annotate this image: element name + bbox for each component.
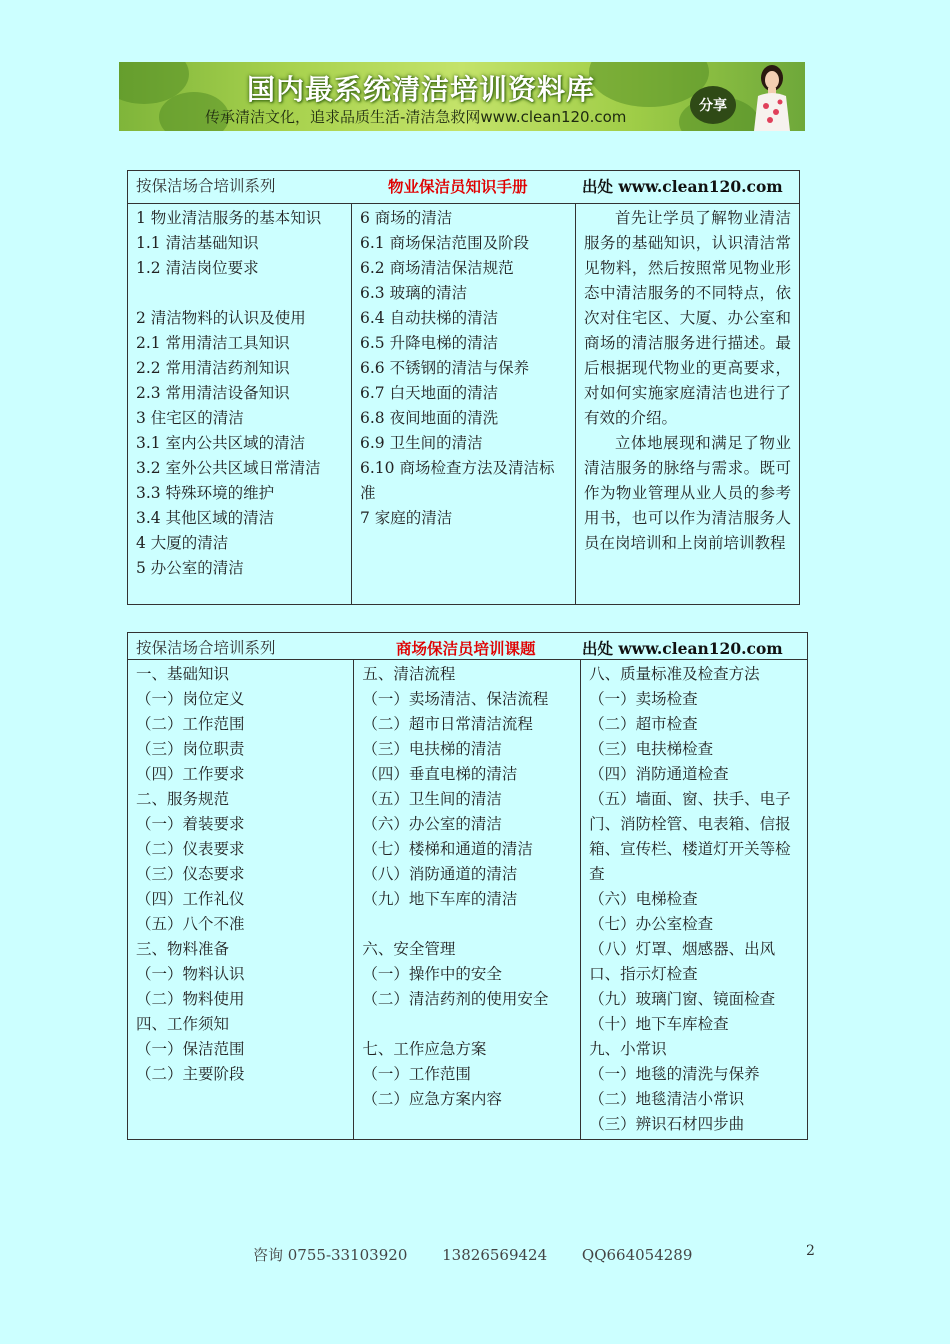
source-label: 出处 www.clean120.com <box>582 639 783 658</box>
list-item: （九）玻璃门窗、镜面检查 <box>589 990 776 1008</box>
woman-photo <box>744 62 800 131</box>
series-label: 按保洁场合培训系列 <box>136 639 276 657</box>
list-item: 1.2 清洁岗位要求 <box>136 259 259 277</box>
list-item: 3.4 其他区域的清洁 <box>136 509 275 527</box>
list-item: （十）地下车库检查 <box>589 1015 729 1033</box>
list-item: 6.5 升降电梯的清洁 <box>360 334 499 352</box>
list-item: （四）消防通道检查 <box>589 765 729 783</box>
topic-column-3 <box>581 660 808 1140</box>
list-item: 6.2 商场清洁保洁规范 <box>360 259 514 277</box>
list-item: 6.1 商场保洁范围及阶段 <box>360 234 530 252</box>
list-item: 1.1 清洁基础知识 <box>136 234 259 252</box>
list-item: 2.3 常用清洁设备知识 <box>136 384 290 402</box>
list-item: 2.2 常用清洁药剂知识 <box>136 359 290 377</box>
list-item: 3.3 特殊环境的维护 <box>136 484 275 502</box>
list-item: 6.6 不锈钢的清洁与保养 <box>360 359 530 377</box>
banner-subtitle: 传承清洁文化，追求品质生活-清洁急救网www.clean120.com <box>205 108 627 126</box>
table-title: 物业保洁员知识手册 <box>388 177 528 196</box>
list-item: 五、清洁流程 <box>362 665 456 683</box>
list-item: （八）灯罩、烟感器、出风口、指示灯检查 <box>589 940 776 983</box>
list-item: （二）物料使用 <box>136 990 245 1008</box>
list-item: （五）墙面、窗、扶手、电子门、消防栓管、电表箱、信报箱、宣传栏、楼道灯开关等检查 <box>589 790 791 883</box>
list-item: 六、安全管理 <box>362 940 456 958</box>
list-item: 4 大厦的清洁 <box>136 534 229 552</box>
list-item: （一）操作中的安全 <box>362 965 502 983</box>
share-button[interactable]: 分享 <box>690 86 736 124</box>
list-item: 3 住宅区的清洁 <box>136 409 244 427</box>
list-item: （二）地毯清洁小常识 <box>589 1090 745 1108</box>
list-item: 7 家庭的清洁 <box>360 509 453 527</box>
contact-footer <box>253 1244 722 1265</box>
list-item: （二）应急方案内容 <box>362 1090 502 1108</box>
consult-phone: 咨询 0755-33103920 <box>253 1246 408 1264</box>
list-item: 1 物业清洁服务的基本知识 <box>136 209 322 227</box>
qq-number: QQ664054289 <box>581 1246 693 1264</box>
list-item: （五）卫生间的清洁 <box>362 790 502 808</box>
list-item: （八）消防通道的清洁 <box>362 865 518 883</box>
list-item: （六）电梯检查 <box>589 890 698 908</box>
list-item: 3.1 室内公共区域的清洁 <box>136 434 306 452</box>
list-item: （三）电扶梯检查 <box>589 740 714 758</box>
list-item: （一）着装要求 <box>136 815 245 833</box>
list-item: （一）卖场检查 <box>589 690 698 708</box>
course-table <box>127 632 808 1140</box>
list-item: 6 商场的清洁 <box>360 209 453 227</box>
list-item: （一）工作范围 <box>362 1065 471 1083</box>
intro-paragraph: 首先让学员了解物业清洁服务的基础知识，认识清洁常见物料，然后按照常见物业形态中清洁服务的不同特点，依次对住宅区、大厦、办公室和商场的清洁服务进行描述。最后根据现代物业的更高要求，对如何实施家庭清洁也进行了有效的介绍。 <box>584 209 791 427</box>
header-banner <box>119 62 805 131</box>
list-item: （四）工作要求 <box>136 765 245 783</box>
list-item: 6.8 夜间地面的清洗 <box>360 409 499 427</box>
list-item: 6.3 玻璃的清洁 <box>360 284 468 302</box>
list-item: （一）岗位定义 <box>136 690 245 708</box>
list-item: （四）工作礼仪 <box>136 890 245 908</box>
list-item: （七）办公室检查 <box>589 915 714 933</box>
list-item: 四、工作须知 <box>136 1015 230 1033</box>
list-item: （六）办公室的清洁 <box>362 815 502 833</box>
list-item: （二）工作范围 <box>136 715 245 733</box>
list-item: （二）超市检查 <box>589 715 698 733</box>
list-item: 二、服务规范 <box>136 790 230 808</box>
list-item: （一）卖场清洁、保洁流程 <box>362 690 549 708</box>
list-item: 八、质量标准及检查方法 <box>589 665 760 683</box>
mobile-phone: 13826569424 <box>442 1246 548 1264</box>
list-item: （一）保洁范围 <box>136 1040 245 1058</box>
list-item: （二）清洁药剂的使用安全 <box>362 990 549 1008</box>
list-item: （九）地下车库的清洁 <box>362 890 518 908</box>
list-item: 6.4 自动扶梯的清洁 <box>360 309 499 327</box>
list-item: （七）楼梯和通道的清洁 <box>362 840 533 858</box>
toc-column-2 <box>352 204 576 605</box>
list-item: （四）垂直电梯的清洁 <box>362 765 518 783</box>
topic-column-1 <box>128 660 354 1140</box>
list-item: 一、基础知识 <box>136 665 230 683</box>
list-item: 6.9 卫生间的清洁 <box>360 434 483 452</box>
list-item: 三、物料准备 <box>136 940 230 958</box>
topic-column-2 <box>354 660 581 1140</box>
list-item: （二）超市日常清洁流程 <box>362 715 533 733</box>
table-header <box>128 171 800 204</box>
list-item <box>362 1012 572 1037</box>
list-item: 2 清洁物料的认识及使用 <box>136 309 306 327</box>
source-label: 出处 www.clean120.com <box>582 177 783 196</box>
intro-column <box>576 204 800 605</box>
list-item: （二）仪表要求 <box>136 840 245 858</box>
toc-column-1 <box>128 204 352 605</box>
list-item: （三）岗位职责 <box>136 740 245 758</box>
list-item: 九、小常识 <box>589 1040 667 1058</box>
list-item: （五）八个不准 <box>136 915 245 933</box>
list-item: （一）物料认识 <box>136 965 245 983</box>
page-number: 2 <box>806 1243 815 1259</box>
list-item: （三）仪态要求 <box>136 865 245 883</box>
list-item: 6.10 商场检查方法及清洁标准 <box>360 459 555 502</box>
list-item: （三）辨识石材四步曲 <box>589 1115 745 1133</box>
list-item: （一）地毯的清洗与保养 <box>589 1065 760 1083</box>
list-item: 2.1 常用清洁工具知识 <box>136 334 290 352</box>
list-item <box>362 912 572 937</box>
list-item: 5 办公室的清洁 <box>136 559 244 577</box>
manual-table <box>127 170 800 605</box>
list-item: 七、工作应急方案 <box>362 1040 487 1058</box>
banner-title: 国内最系统清洁培训资料库 <box>247 73 596 106</box>
list-item: 3.2 室外公共区域日常清洁 <box>136 459 321 477</box>
list-item: 6.7 白天地面的清洁 <box>360 384 499 402</box>
table-header <box>128 633 808 660</box>
list-item: （二）主要阶段 <box>136 1065 245 1083</box>
table-title: 商场保洁员培训课题 <box>396 639 536 658</box>
intro-paragraph: 立体地展现和满足了物业清洁服务的脉络与需求。既可作为物业管理从业人员的参考用书，也可以作为清洁服务人员在岗培训和上岗前培训教程 <box>584 434 791 552</box>
list-item: （三）电扶梯的清洁 <box>362 740 502 758</box>
series-label: 按保洁场合培训系列 <box>136 177 276 195</box>
list-item <box>136 281 343 306</box>
